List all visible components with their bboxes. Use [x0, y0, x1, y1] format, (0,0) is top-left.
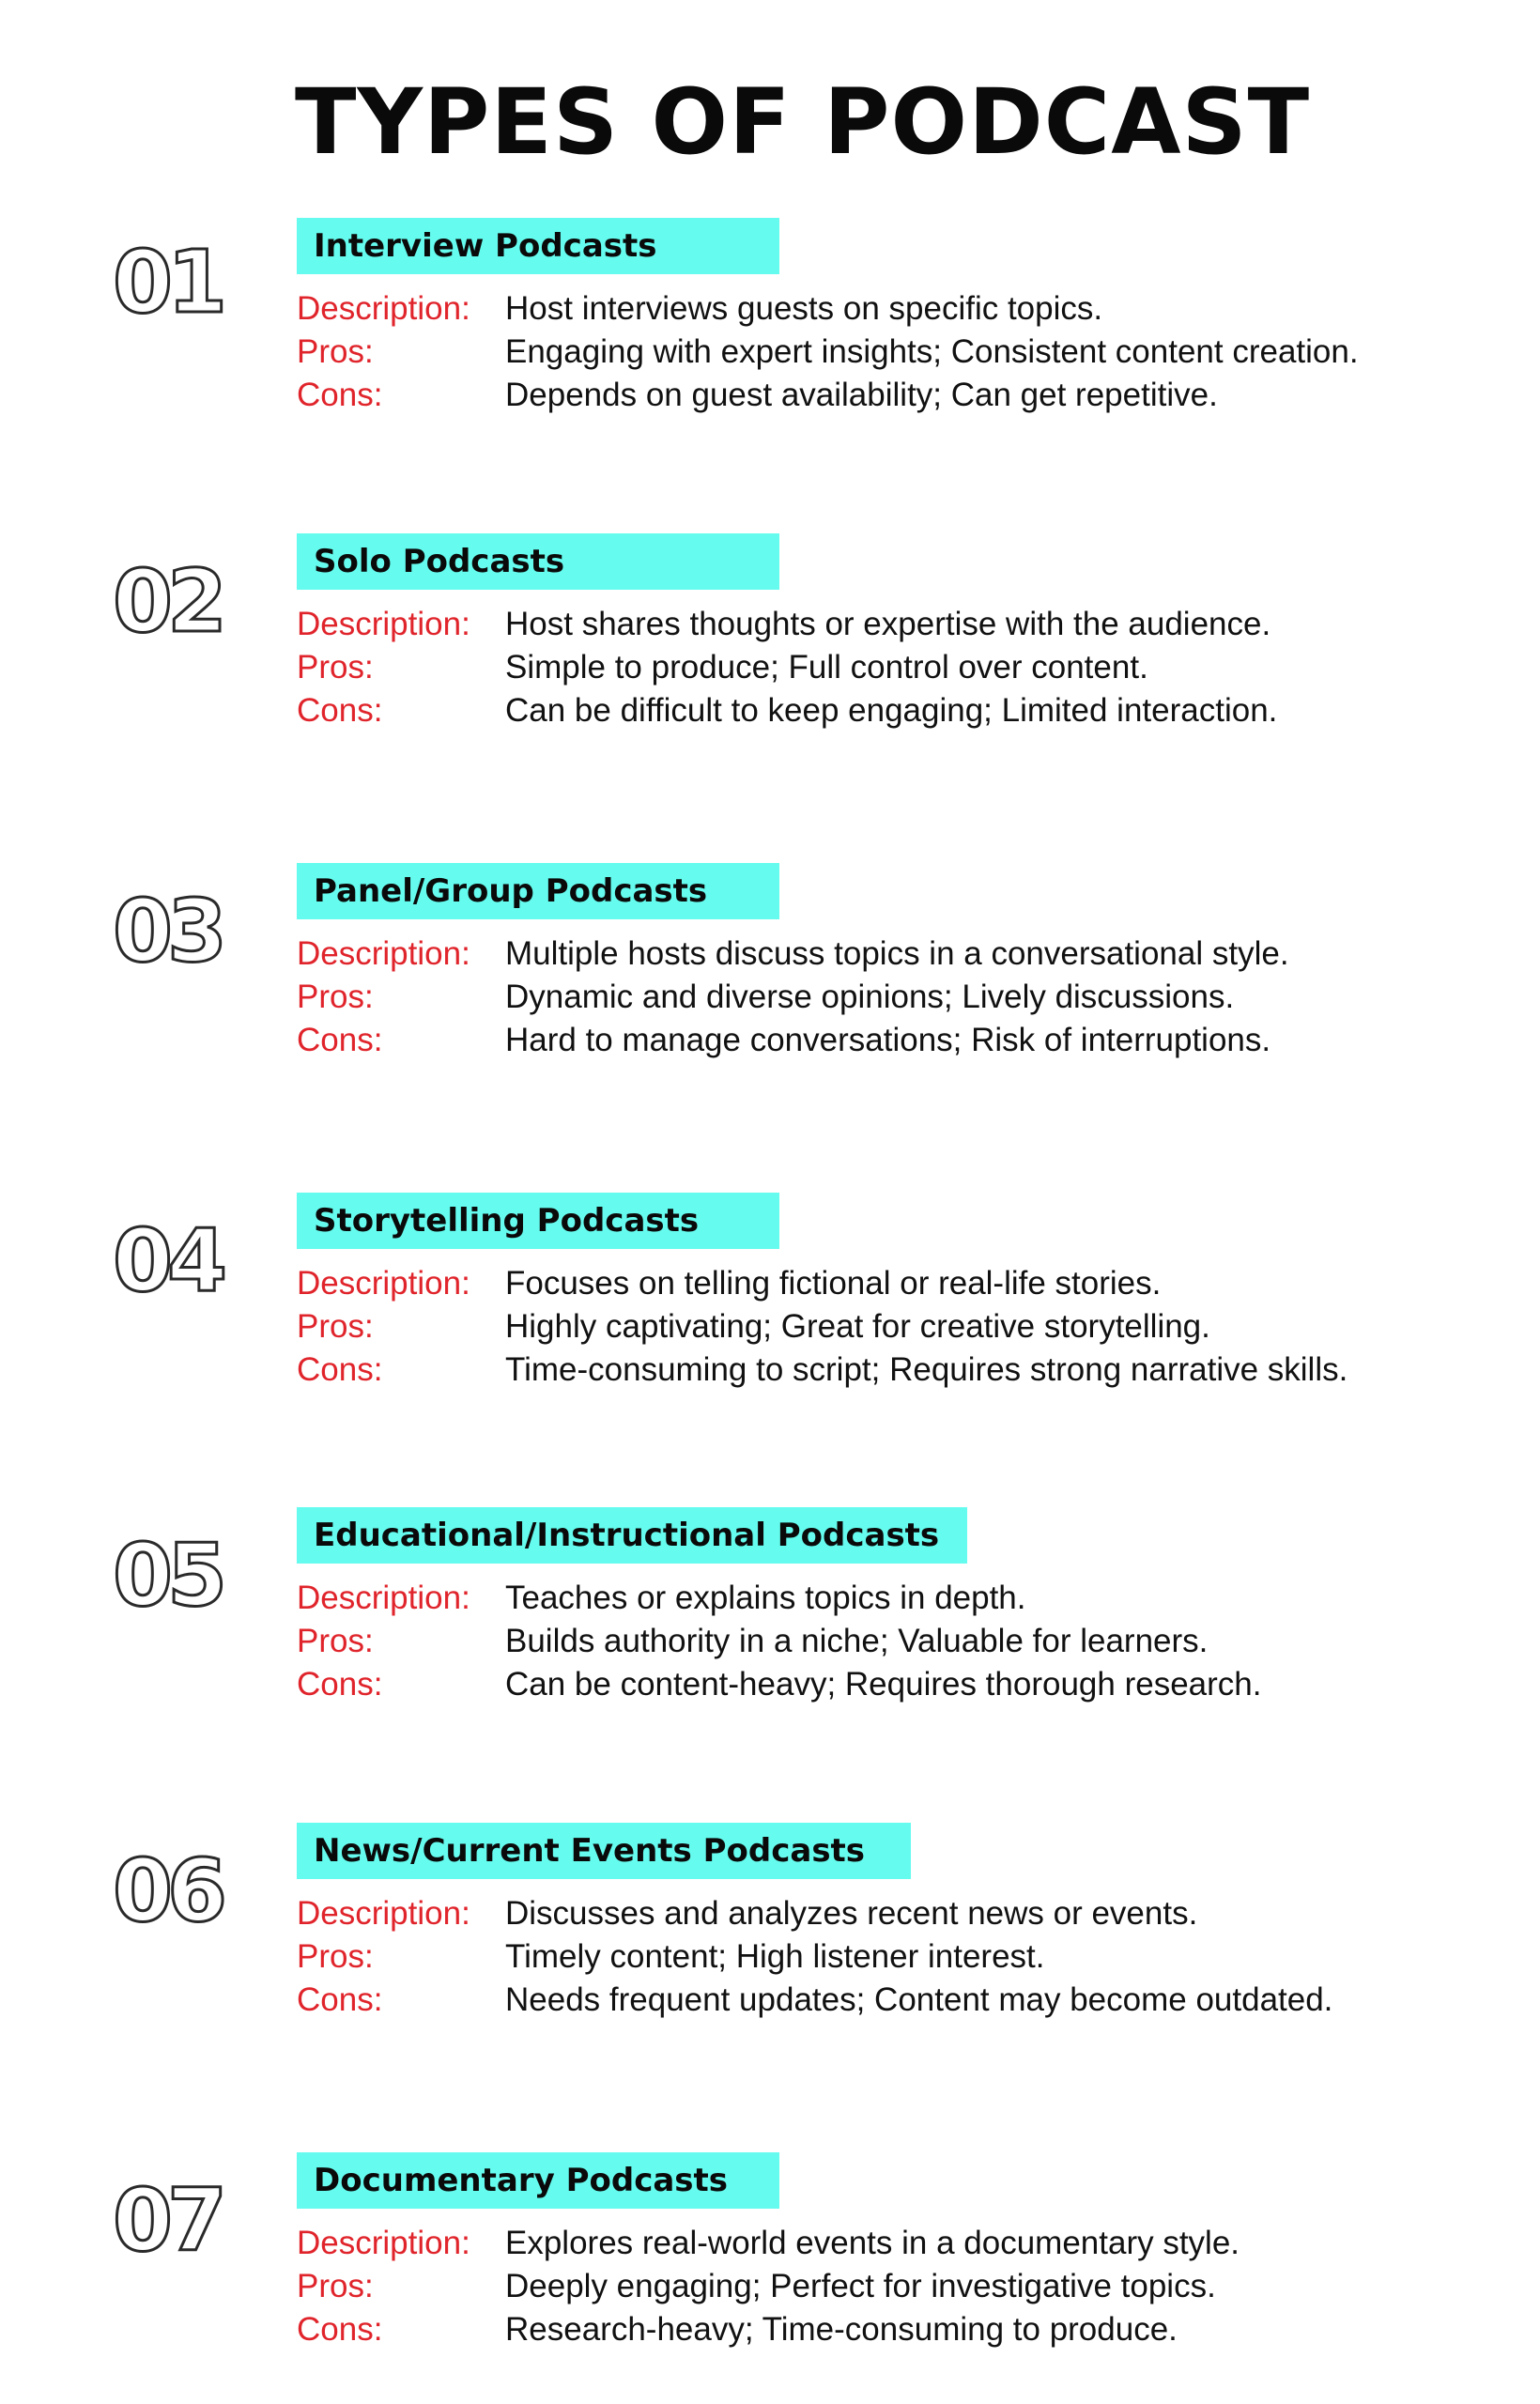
description-label: Description:	[297, 1580, 470, 1616]
detail-row	[297, 976, 1289, 1019]
section-details	[297, 1892, 1332, 2022]
cons-text: Can be difficult to keep engaging; Limited interaction.	[505, 692, 1278, 729]
section-details	[297, 287, 1359, 417]
pros-label: Pros:	[297, 1623, 374, 1659]
cons-label: Cons:	[297, 2311, 383, 2348]
pros-label: Pros:	[297, 333, 374, 370]
pros-text: Deeply engaging; Perfect for investigative topics.	[505, 2268, 1216, 2304]
detail-row	[297, 1935, 1332, 1979]
section-educational-podcasts	[0, 1507, 1540, 1751]
pros-label: Pros:	[297, 1308, 374, 1345]
cons-label: Cons:	[297, 692, 383, 729]
detail-row	[297, 287, 1359, 331]
detail-row	[297, 1663, 1261, 1706]
pros-text: Highly captivating; Great for creative storytelling.	[505, 1308, 1210, 1345]
section-details	[297, 2222, 1240, 2351]
detail-row	[297, 1577, 1261, 1620]
section-panel-group-podcasts	[0, 863, 1540, 1107]
description-label: Description:	[297, 1895, 470, 1932]
detail-row	[297, 646, 1277, 689]
description-label: Description:	[297, 2225, 470, 2261]
section-number: 04	[112, 1210, 223, 1311]
pros-text: Dynamic and diverse opinions; Lively discussions.	[505, 979, 1235, 1015]
section-heading: Panel/Group Podcasts	[314, 872, 708, 910]
section-heading: Documentary Podcasts	[314, 2162, 729, 2199]
pros-text: Engaging with expert insights; Consistent content creation.	[505, 333, 1359, 370]
section-heading-bar	[297, 1507, 967, 1564]
section-number: 01	[112, 232, 223, 332]
section-number: 03	[112, 881, 223, 981]
detail-row	[297, 2308, 1240, 2351]
section-number: 07	[112, 2170, 223, 2271]
cons-label: Cons:	[297, 1666, 383, 1703]
section-heading: Interview Podcasts	[314, 227, 657, 265]
section-number: 05	[112, 1525, 223, 1626]
detail-row	[297, 1305, 1348, 1348]
pros-label: Pros:	[297, 1938, 374, 1975]
section-heading-bar	[297, 218, 779, 274]
description-label: Description:	[297, 935, 470, 972]
pros-label: Pros:	[297, 2268, 374, 2304]
cons-label: Cons:	[297, 1981, 383, 2018]
section-details	[297, 932, 1289, 1062]
detail-row	[297, 689, 1277, 732]
detail-row	[297, 1019, 1289, 1062]
section-heading: Educational/Instructional Podcasts	[314, 1517, 940, 1554]
detail-row	[297, 331, 1359, 374]
cons-text: Can be content-heavy; Requires thorough research.	[505, 1666, 1262, 1703]
detail-row	[297, 2222, 1240, 2265]
description-text: Host shares thoughts or expertise with the audience.	[505, 606, 1271, 642]
section-storytelling-podcasts	[0, 1193, 1540, 1437]
detail-row	[297, 1620, 1261, 1663]
detail-row	[297, 1262, 1348, 1305]
pros-label: Pros:	[297, 979, 374, 1015]
description-label: Description:	[297, 606, 470, 642]
section-heading: Solo Podcasts	[314, 543, 565, 580]
cons-text: Research-heavy; Time-consuming to produce.	[505, 2311, 1178, 2348]
detail-row	[297, 1348, 1348, 1392]
cons-text: Hard to manage conversations; Risk of interruptions.	[505, 1022, 1271, 1058]
detail-row	[297, 932, 1289, 976]
cons-label: Cons:	[297, 1351, 383, 1388]
section-heading-bar	[297, 1193, 779, 1249]
section-heading: Storytelling Podcasts	[314, 1202, 700, 1240]
description-label: Description:	[297, 1265, 470, 1302]
section-documentary-podcasts	[0, 2152, 1540, 2396]
cons-text: Time-consuming to script; Requires strong narrative skills.	[505, 1351, 1348, 1388]
description-label: Description:	[297, 290, 470, 327]
detail-row	[297, 1979, 1332, 2022]
section-heading-bar	[297, 533, 779, 590]
pros-text: Timely content; High listener interest.	[505, 1938, 1045, 1975]
detail-row	[297, 2265, 1240, 2308]
section-heading-bar	[297, 1823, 911, 1879]
detail-row	[297, 603, 1277, 646]
section-interview-podcasts	[0, 218, 1540, 462]
description-text: Host interviews guests on specific topics.	[505, 290, 1103, 327]
section-details	[297, 1577, 1261, 1706]
cons-text: Needs frequent updates; Content may become outdated.	[505, 1981, 1333, 2018]
section-heading-bar	[297, 863, 779, 919]
page-title: TYPES OF PODCAST	[295, 69, 1311, 175]
detail-row	[297, 374, 1359, 417]
cons-label: Cons:	[297, 1022, 383, 1058]
pros-text: Builds authority in a niche; Valuable for learners.	[505, 1623, 1209, 1659]
section-number: 06	[112, 1841, 223, 1941]
section-solo-podcasts	[0, 533, 1540, 778]
section-heading-bar	[297, 2152, 779, 2209]
cons-label: Cons:	[297, 377, 383, 413]
section-details	[297, 1262, 1348, 1392]
pros-label: Pros:	[297, 649, 374, 686]
description-text: Explores real-world events in a documentary style.	[505, 2225, 1240, 2261]
section-heading: News/Current Events Podcasts	[314, 1832, 866, 1870]
description-text: Discusses and analyzes recent news or events.	[505, 1895, 1198, 1932]
description-text: Multiple hosts discuss topics in a conversational style.	[505, 935, 1289, 972]
detail-row	[297, 1892, 1332, 1935]
description-text: Teaches or explains topics in depth.	[505, 1580, 1026, 1616]
section-news-podcasts	[0, 1823, 1540, 2067]
pros-text: Simple to produce; Full control over content.	[505, 649, 1148, 686]
cons-text: Depends on guest availability; Can get repetitive.	[505, 377, 1218, 413]
section-number: 02	[112, 551, 223, 652]
description-text: Focuses on telling fictional or real-life stories.	[505, 1265, 1162, 1302]
section-details	[297, 603, 1277, 732]
